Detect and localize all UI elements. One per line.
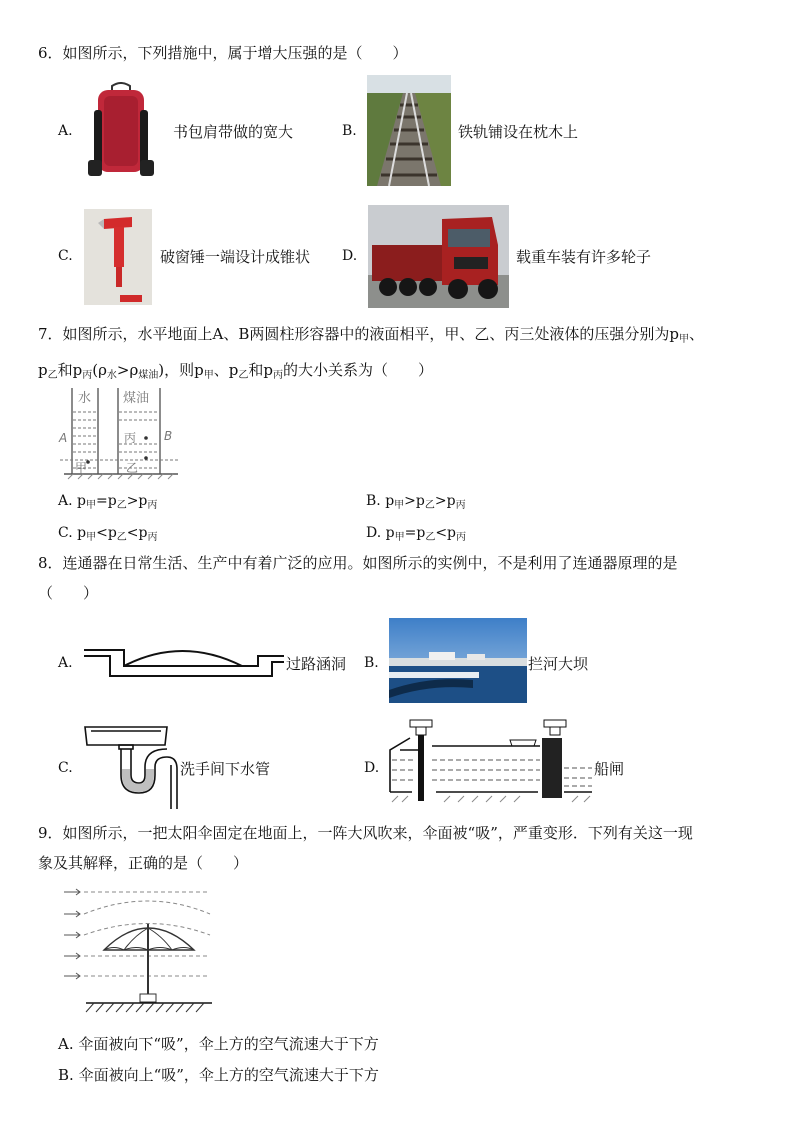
option-letter: B. xyxy=(366,493,381,509)
q7-option-b[interactable] xyxy=(366,493,466,511)
q6-option-b-text: 铁轨铺设在枕木上 xyxy=(458,123,579,141)
backpack-image xyxy=(86,82,156,180)
expr: =p xyxy=(404,525,426,541)
railway-image xyxy=(367,75,451,186)
q7-sub: 乙 xyxy=(47,370,58,381)
q6-option-c-letter[interactable]: C. xyxy=(58,248,73,264)
q6-option-d-letter[interactable]: D. xyxy=(342,248,358,264)
q7-stem-part: 和p xyxy=(57,361,83,379)
q8-stem-line1: 8．连通器在日常生活、生产中有着广泛的应用。如图所示的实例中，不是利用了连通器原理的是 xyxy=(38,554,678,572)
q7-sub: 丙 xyxy=(82,370,93,381)
expr-sub: 甲 xyxy=(86,532,97,543)
q7-option-d[interactable] xyxy=(366,525,466,543)
container-a-label: A xyxy=(59,431,68,445)
q8-option-d-letter[interactable]: D. xyxy=(364,760,380,776)
q7-sub: 丙 xyxy=(272,370,283,381)
q6-option-c-text: 破窗锤一端设计成锥状 xyxy=(160,248,311,266)
option-letter: A. xyxy=(58,493,73,509)
expr-sub: 乙 xyxy=(116,500,127,511)
q7-sub: 甲 xyxy=(679,334,690,345)
q7-stem-part: p xyxy=(228,361,239,379)
expr: >p xyxy=(404,493,425,509)
q7-stem-part: (ρ xyxy=(92,361,107,379)
q7-stem-part: 的大小关系为（ ） xyxy=(282,361,433,379)
point-bing-label: 丙 xyxy=(124,431,137,445)
q8-option-c-letter[interactable]: C. xyxy=(58,760,73,776)
expr-sub: 甲 xyxy=(85,500,96,511)
q9-stem-line2: 象及其解释，正确的是（ ） xyxy=(38,854,249,872)
q6-option-a-letter[interactable]: A. xyxy=(58,123,73,139)
water-label: 水 xyxy=(78,391,92,406)
expr: >p xyxy=(434,493,456,509)
window-hammer-image xyxy=(84,209,152,305)
expr: p xyxy=(77,525,87,541)
q7-option-c[interactable] xyxy=(58,525,158,543)
expr: <p xyxy=(96,525,117,541)
option-letter: C. xyxy=(58,525,73,541)
option-text: 伞面被向下“吸”，伞上方的空气流速大于下方 xyxy=(78,1035,379,1053)
sink-trap-figure xyxy=(83,723,181,809)
q7-sub: 煤油 xyxy=(138,370,159,381)
q6-option-a-text: 书包肩带做的宽大 xyxy=(173,123,294,141)
q7-stem xyxy=(38,319,758,391)
expr-sub: 甲 xyxy=(394,532,405,543)
expr-sub: 丙 xyxy=(456,532,467,543)
q7-stem-part: )，则p xyxy=(158,361,204,379)
umbrella-figure xyxy=(58,884,218,1018)
q8-option-b-text: 拦河大坝 xyxy=(528,655,589,673)
q8-option-d-text: 船闸 xyxy=(594,760,625,778)
q7-stem-part: p xyxy=(38,361,48,379)
expr: p xyxy=(385,525,395,541)
q9-option-b[interactable] xyxy=(58,1064,379,1085)
expr-sub: 丙 xyxy=(455,500,466,511)
ship-lock-figure xyxy=(388,716,594,808)
q7-option-a[interactable] xyxy=(58,493,157,511)
option-text: 伞面被向上“吸”，伞上方的空气流速大于下方 xyxy=(78,1066,379,1084)
q8-option-b-letter[interactable]: B. xyxy=(364,655,379,671)
expr: <p xyxy=(126,525,148,541)
q6-option-d-text: 载重车装有许多轮子 xyxy=(516,248,652,266)
q7-sub: 乙 xyxy=(238,370,249,381)
expr-sub: 乙 xyxy=(425,532,436,543)
truck-image xyxy=(368,205,509,308)
expr: =p xyxy=(95,493,117,509)
expr: p xyxy=(77,493,86,509)
expr-sub: 甲 xyxy=(394,500,405,511)
q7-stem-part: >ρ xyxy=(116,361,139,379)
culvert-figure xyxy=(82,642,286,682)
q7-stem-part: 和p xyxy=(248,361,273,379)
q8-stem-line2: （ ） xyxy=(38,584,99,602)
option-letter: A. xyxy=(58,1035,74,1053)
q9-option-a[interactable] xyxy=(58,1033,379,1054)
point-yi-label: 乙 xyxy=(126,461,139,475)
q7-stem-part: 、 xyxy=(213,361,229,379)
q8-option-a-letter[interactable]: A. xyxy=(58,655,73,671)
option-letter: B. xyxy=(58,1066,74,1084)
q7-stem-part: 7．如图所示，水平地面上A、B两圆柱形容器中的液面相平，甲、乙、丙三处液体的压强分别为p xyxy=(38,325,680,343)
q6-option-b-letter[interactable]: B. xyxy=(342,123,357,139)
q6-stem: 6．如图所示，下列措施中，属于增大压强的是（ ） xyxy=(38,44,408,62)
expr-sub: 丙 xyxy=(147,500,158,511)
expr-sub: 乙 xyxy=(424,500,435,511)
container-b-label: B xyxy=(164,429,173,443)
expr: p xyxy=(385,493,395,509)
expr-sub: 乙 xyxy=(116,532,127,543)
kerosene-label: 煤油 xyxy=(123,391,150,406)
q7-sub: 甲 xyxy=(203,370,214,381)
q7-sub: 水 xyxy=(106,370,117,381)
q8-option-a-text: 过路涵洞 xyxy=(286,655,347,673)
containers-figure xyxy=(56,384,186,480)
q8-option-c-text: 洗手间下水管 xyxy=(180,760,271,778)
q9-stem-line1: 9．如图所示，一把太阳伞固定在地面上，一阵大风吹来，伞面被“吸”，严重变形．下列有关这一现 xyxy=(38,824,693,842)
expr: <p xyxy=(435,525,457,541)
expr: >p xyxy=(126,493,148,509)
q7-stem-part: 、 xyxy=(689,325,705,343)
point-jia-label: 甲 xyxy=(75,461,88,475)
option-letter: D. xyxy=(366,525,382,541)
dam-image xyxy=(389,618,527,703)
expr-sub: 丙 xyxy=(147,532,158,543)
